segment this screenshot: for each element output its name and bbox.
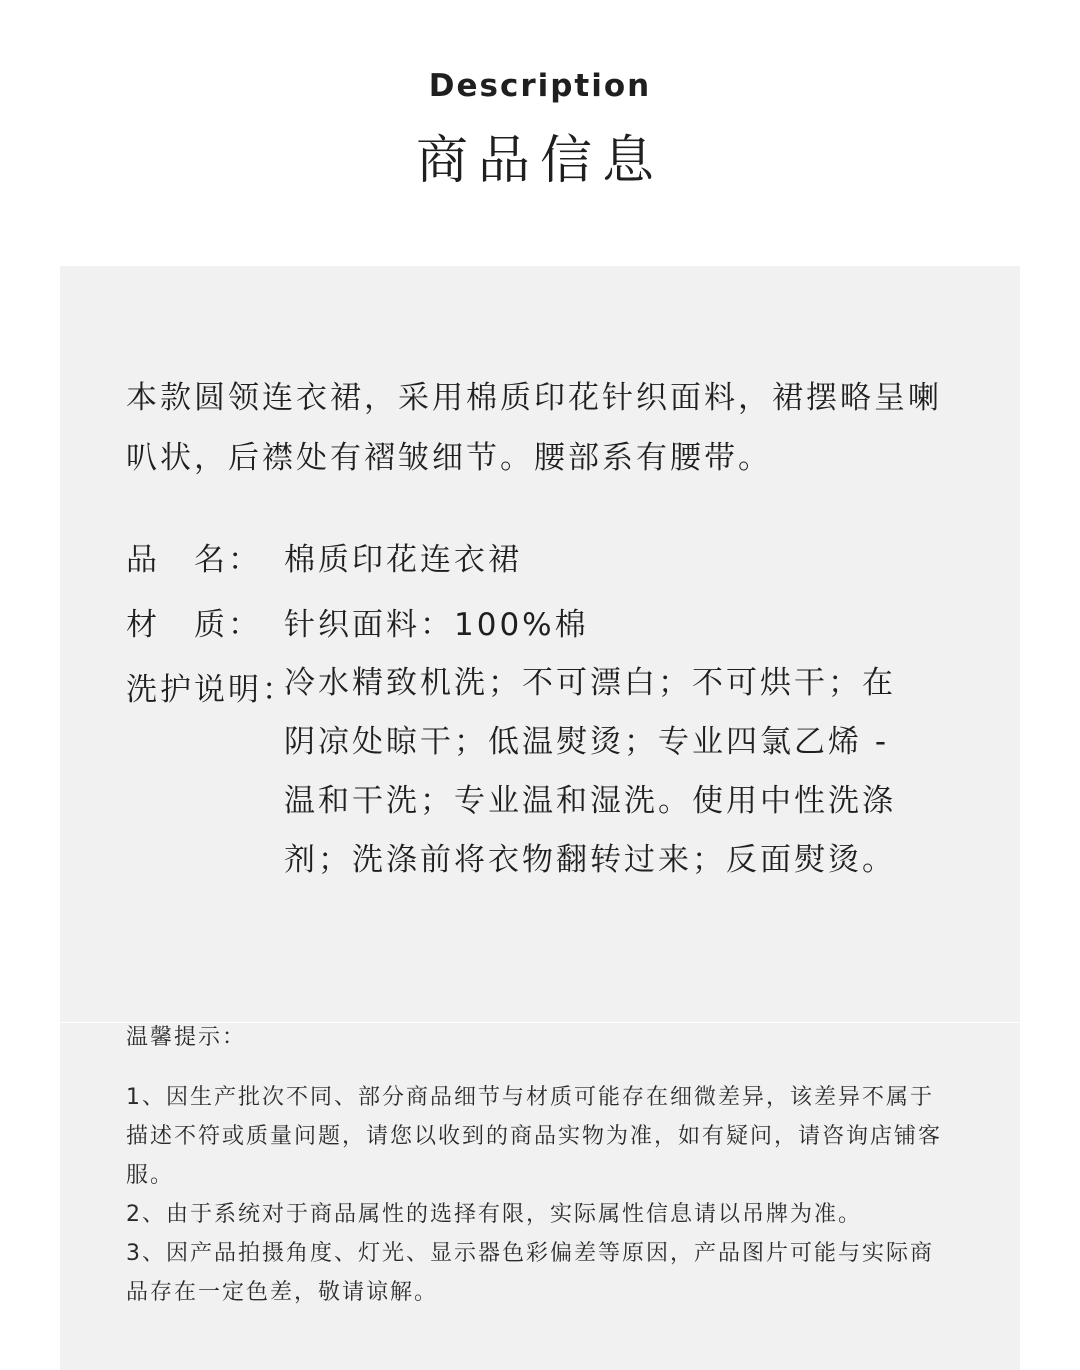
title-english: Description bbox=[428, 68, 652, 104]
notice-item: 3、因产品拍摄角度、灯光、显示器色彩偏差等原因，产品图片可能与实际商品存在一定色差，敬请谅解。 bbox=[126, 1241, 934, 1305]
product-intro: 本款圆领连衣裙，采用棉质印花针织面料，裙摆略呈喇叭状，后襟处有褶皱细节。腰部系有腰带。 bbox=[126, 380, 942, 476]
title-chinese: 商品信息 bbox=[415, 131, 664, 191]
notice-item: 1、因生产批次不同、部分商品细节与材质可能存在细微差异，该差异不属于描述不符或质量问题，请您以收到的商品实物为准，如有疑问，请咨询店铺客服。 bbox=[126, 1085, 943, 1188]
notice-item: 2、由于系统对于商品属性的选择有限，实际属性信息请以吊牌为准。 bbox=[126, 1202, 862, 1227]
attribute-value-material: 针织面料：100%棉 bbox=[284, 607, 589, 643]
attribute-value-name: 棉质印花连衣裙 bbox=[284, 542, 522, 578]
attribute-value-care: 冷水精致机洗；不可漂白；不可烘干；在阴凉处晾干；低温熨烫；专业四氯乙烯 - 温和干洗；专业温和湿洗。使用中性洗涤剂；洗涤前将衣物翻转过来；反面熨烫。 bbox=[284, 665, 896, 878]
attribute-label-material: 材 质： bbox=[126, 607, 262, 643]
notice-list bbox=[126, 1078, 946, 1312]
attribute-label-care: 洗护说明： bbox=[126, 672, 296, 708]
description-panel bbox=[60, 266, 1020, 1370]
notice-title: 温馨提示： bbox=[126, 1025, 247, 1050]
attribute-label-name: 品 名： bbox=[126, 542, 262, 578]
